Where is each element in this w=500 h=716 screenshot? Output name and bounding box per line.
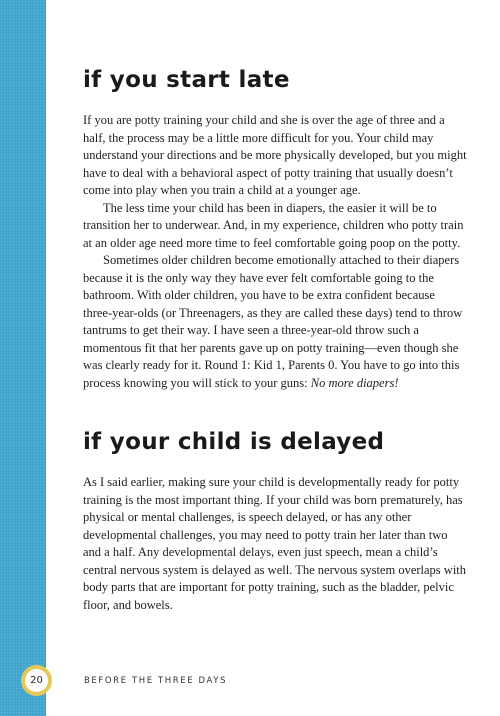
page-number-badge bbox=[21, 665, 52, 696]
running-footer-title: BEFORE THE THREE DAYS bbox=[84, 676, 228, 686]
section-heading: if you start late bbox=[83, 67, 290, 93]
paragraph-text: Sometimes older children become emotionally attached to their diapers because it is the only way they have ever felt comfortable going to the bathroom. With older children, you have to be extra confident because three-year-olds (or Threenagers, as they are called these days) tend to throw tantrums to get their way. I have seen a three-year-old throw such a momentous fit that her parents gave up on potty training—even though she was clearly ready for it. Round 1: Kid 1, Parents 0. You have to go into this process knowing you will stick to your guns: bbox=[83, 253, 463, 390]
section-start-late bbox=[83, 66, 467, 392]
body-paragraph bbox=[83, 252, 467, 392]
section-heading: if your child is delayed bbox=[83, 429, 385, 455]
page-number: 20 bbox=[30, 675, 43, 686]
page-body bbox=[83, 66, 467, 614]
body-paragraph: As I said earlier, making sure your child is developmentally ready for potty training is the most important thing. If your child was born prematurely, has physical or mental challenges, is speech delayed, or has any other developmental challenges, you may need to potty train her later than two and a half. Any developmental delays, even just speech, mean a child’s central nervous system is delayed as well. The nervous system overlaps with body parts that are important for potty training, such as the bladder, pelvic floor, and bowels. bbox=[83, 475, 467, 612]
emphasis-text: No more diapers! bbox=[310, 375, 399, 390]
body-paragraph: The less time your child has been in diapers, the easier it will be to transition her to underwear. And, in my experience, children who potty train at an older age need more time to feel comfortable going poop on the potty. bbox=[83, 200, 464, 250]
body-paragraph: If you are potty training your child and she is over the age of three and a half, the process may be a little more difficult for you. Your child may understand your directions and be more physically developed, but you might have to deal with a behavioral aspect of potty training that usually doesn’t come into play when you train a child at a younger age. bbox=[83, 113, 467, 197]
section-child-delayed bbox=[83, 428, 467, 614]
decorative-side-band bbox=[0, 0, 46, 716]
